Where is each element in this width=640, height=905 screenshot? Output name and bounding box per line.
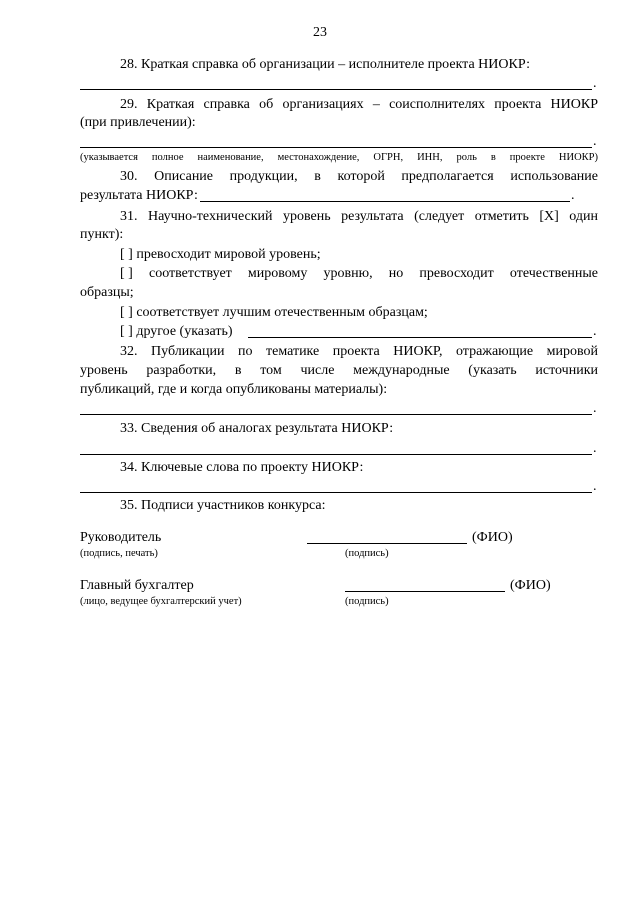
head-name-label: (ФИО) xyxy=(472,530,513,545)
accountant-name-label: (ФИО) xyxy=(510,578,551,593)
item-32-line3: публикаций, где и когда опубликованы материалы): xyxy=(80,382,388,397)
head-role-note: (подпись, печать) xyxy=(80,548,158,559)
item-31-line1: 31. Научно-технический уровень результата (следует отметить [X] один xyxy=(120,209,598,224)
item-32-answer-line[interactable] xyxy=(80,414,592,415)
checkbox-icon[interactable]: [ ] xyxy=(120,305,133,320)
option-label: превосходит мировой уровень; xyxy=(136,247,321,262)
item-31-line2: пункт): xyxy=(80,227,124,242)
option-label: другое (указать) xyxy=(136,324,233,339)
item-33-answer-line[interactable] xyxy=(80,454,592,455)
checkbox-icon[interactable]: [ ] xyxy=(120,324,133,339)
item-29-note: (указывается полное наименование, местонахождение, ОГРН, ИНН, роль в проекте НИОКР) xyxy=(80,152,598,163)
head-role: Руководитель xyxy=(80,530,162,545)
item-30-answer-line[interactable] xyxy=(200,201,570,202)
item-33-label: 33. Сведения об аналогах результата НИОКР: xyxy=(120,421,394,436)
item-35-label: 35. Подписи участников конкурса: xyxy=(120,498,326,513)
option-world-match-cont: образцы; xyxy=(80,285,134,300)
checkbox-icon[interactable]: [ ] xyxy=(120,266,133,281)
item-32-period: . xyxy=(593,401,597,416)
option-other[interactable] xyxy=(120,323,233,340)
option-label: соответствует лучшим отечественным образцам; xyxy=(136,305,428,320)
item-33-period: . xyxy=(593,441,597,456)
item-29-line2: (при привлечении): xyxy=(80,115,196,130)
option-domestic-best[interactable] xyxy=(120,304,428,321)
item-30-line2: результата НИОКР: xyxy=(80,188,198,203)
item-28-label: 28. Краткая справка об организации – исполнителе проекта НИОКР: xyxy=(120,57,531,72)
option-world-surpass[interactable] xyxy=(120,246,321,263)
item-34-answer-line[interactable] xyxy=(80,492,592,493)
option-other-answer-line[interactable] xyxy=(248,337,592,338)
item-29-period: . xyxy=(593,134,597,149)
head-sign-note: (подпись) xyxy=(345,548,389,559)
accountant-role: Главный бухгалтер xyxy=(80,578,194,593)
item-32-line2: уровень разработки, в том числе международные (указать источники xyxy=(80,363,598,378)
option-other-period: . xyxy=(593,324,597,339)
item-29-line1: 29. Краткая справка об организациях – соисполнителях проекта НИОКР xyxy=(120,97,598,112)
item-28-period: . xyxy=(593,76,597,91)
accountant-signature-line[interactable] xyxy=(345,591,505,592)
head-signature-line[interactable] xyxy=(307,543,467,544)
checkbox-icon[interactable]: [ ] xyxy=(120,247,133,262)
item-28-answer-line[interactable] xyxy=(80,89,592,90)
option-world-match[interactable] xyxy=(120,265,598,282)
accountant-role-note: (лицо, ведущее бухгалтерский учет) xyxy=(80,596,242,607)
item-29-answer-line[interactable] xyxy=(80,147,592,148)
accountant-sign-note: (подпись) xyxy=(345,596,389,607)
item-34-period: . xyxy=(593,479,597,494)
item-30-period: . xyxy=(571,188,575,203)
option-label: соответствует мировому уровню, но превосходит отечественные xyxy=(148,266,599,281)
item-34-label: 34. Ключевые слова по проекту НИОКР: xyxy=(120,460,364,475)
item-32-line1: 32. Публикации по тематике проекта НИОКР, отражающие мировой xyxy=(120,344,598,359)
item-30-line1: 30. Описание продукции, в которой предполагается использование xyxy=(120,169,598,184)
page-number: 23 xyxy=(313,25,327,40)
